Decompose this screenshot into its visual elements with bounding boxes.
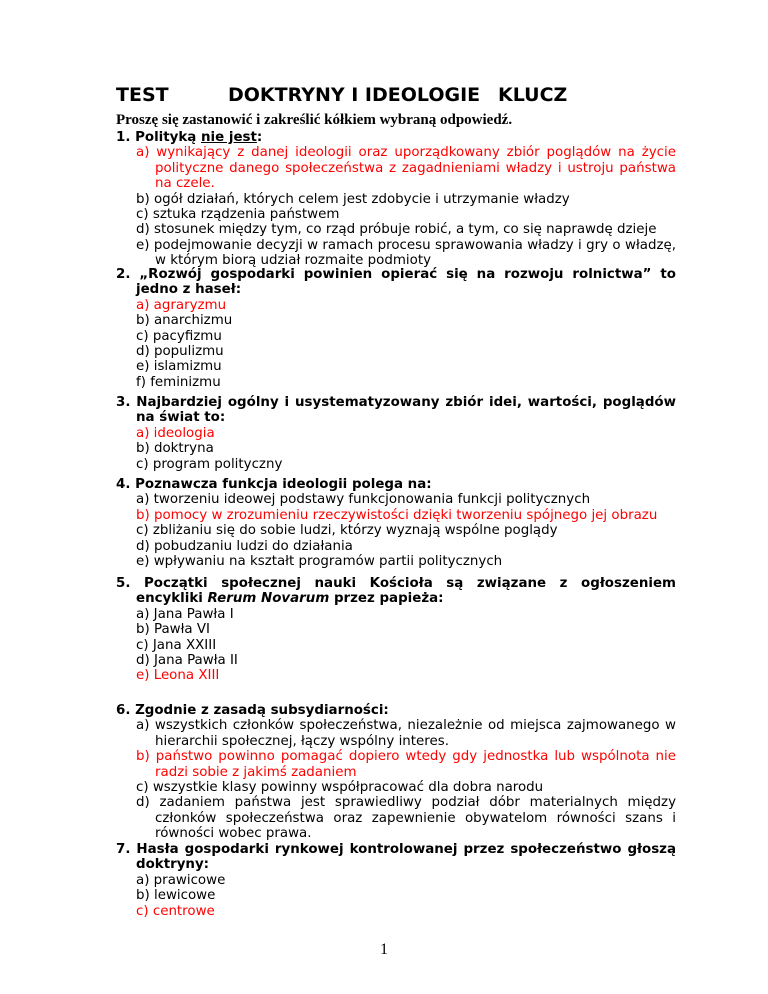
- test-label: TEST: [116, 84, 169, 106]
- answer-option-correct: b) państwo powinno pomagać dopiero wtedy gdy jednostka lub wspólnota nie radzi sobie z jakimś zadaniem: [136, 749, 676, 780]
- question-6: [116, 703, 676, 842]
- question-heading: 5. Początki społecznej nauki Kościoła są związane z ogłoszeniem encykliki Rerum Novarum przez papieża:: [116, 576, 676, 607]
- answer-option: c) pacyfizmu: [136, 328, 222, 344]
- question-7: [116, 842, 676, 919]
- answer-option-correct: a) ideologia: [136, 425, 215, 441]
- key-label: KLUCZ: [498, 84, 568, 106]
- answer-option: a) Jana Pawła I: [136, 606, 234, 622]
- answer-option-correct: c) centrowe: [136, 903, 215, 919]
- question-heading: 6. Zgodnie z zasadą subsydiarności:: [116, 703, 389, 718]
- answer-option-correct: a) agraryzmu: [136, 297, 227, 313]
- answer-option: d) zadaniem państwa jest sprawiedliwy podział dóbr materialnych między członków społeczeństwa oraz zapewnienie obywatelom równości szans i równości wobec prawa.: [136, 795, 676, 842]
- answer-option: b) anarchizmu: [136, 313, 233, 329]
- question-4: [116, 477, 676, 569]
- question-heading: 4. Poznawcza funkcja ideologii polega na:: [116, 477, 432, 492]
- answer-option: c) sztuka rządzenia państwem: [136, 207, 340, 223]
- question-heading: 3. Najbardziej ogólny i usystematyzowany zbiór idei, wartości, poglądów na świat to:: [116, 395, 676, 426]
- answer-option: a) prawicowe: [136, 872, 226, 888]
- question-heading: 2. „Rozwój gospodarki powinien opierać się na rozwoju rolnictwa” to jedno z haseł:: [116, 267, 676, 298]
- page-number: 1: [380, 941, 388, 958]
- answer-option: d) pobudzaniu ludzi do działania: [136, 538, 353, 554]
- page-title: DOKTRYNY I IDEOLOGIE: [228, 84, 481, 106]
- answer-option: e) podejmowanie decyzji w ramach procesu sprawowania władzy i gry o władzę, w którym biorą udział rozmaite podmioty: [136, 237, 676, 269]
- answer-option-correct: b) pomocy w zrozumieniu rzeczywistości dzięki tworzeniu spójnego jej obrazu: [136, 507, 658, 523]
- answer-option: d) stosunek między tym, co rząd próbuje robić, a tym, co się naprawdę dzieje: [136, 222, 657, 238]
- question-3: [116, 395, 676, 472]
- answer-option: c) Jana XXIII: [136, 637, 217, 653]
- question-1: [116, 130, 676, 269]
- answer-option: b) Pawła VI: [136, 622, 210, 638]
- answer-option: e) wpływaniu na kształt programów partii politycznych: [136, 554, 503, 570]
- answer-option: d) populizmu: [136, 344, 224, 360]
- answer-option: a) tworzeniu ideowej podstawy funkcjonowania funkcji politycznych: [136, 492, 591, 508]
- question-2: [116, 267, 676, 390]
- question-5: [116, 576, 676, 684]
- answer-option: c) zbliżaniu się do sobie ludzi, którzy wyznają wspólne poglądy: [136, 523, 558, 539]
- answer-option: f) feminizmu: [136, 374, 221, 390]
- answer-option-correct: a) wynikający z danej ideologii oraz uporządkowany zbiór poglądów na życie polityczne danego społeczeństwa z zagadnieniami władzy i ustroju państwa na czele.: [136, 145, 676, 192]
- answer-option: d) Jana Pawła II: [136, 653, 238, 669]
- answer-option-correct: e) Leona XIII: [136, 668, 220, 684]
- answer-option: e) islamizmu: [136, 359, 222, 375]
- title-row: [116, 84, 676, 108]
- answer-option: c) program polityczny: [136, 456, 283, 472]
- answer-option: b) lewicowe: [136, 888, 216, 904]
- answer-option: a) wszystkich członków społeczeństwa, niezależnie od miejsca zajmowanego w hierarchii społecznej, łączy wspólny interes.: [136, 718, 676, 749]
- answer-option: b) ogół działań, których celem jest zdobycie i utrzymanie władzy: [136, 191, 570, 207]
- instruction: Proszę się zastanowić i zakreślić kółkiem wybraną odpowiedź.: [116, 112, 513, 128]
- question-heading: 7. Hasła gospodarki rynkowej kontrolowanej przez społeczeństwo głoszą doktryny:: [116, 842, 676, 873]
- answer-option: b) doktryna: [136, 441, 214, 457]
- answer-option: c) wszystkie klasy powinny współpracować dla dobra narodu: [136, 780, 544, 796]
- question-heading: 1. Polityką nie jest:: [116, 130, 263, 145]
